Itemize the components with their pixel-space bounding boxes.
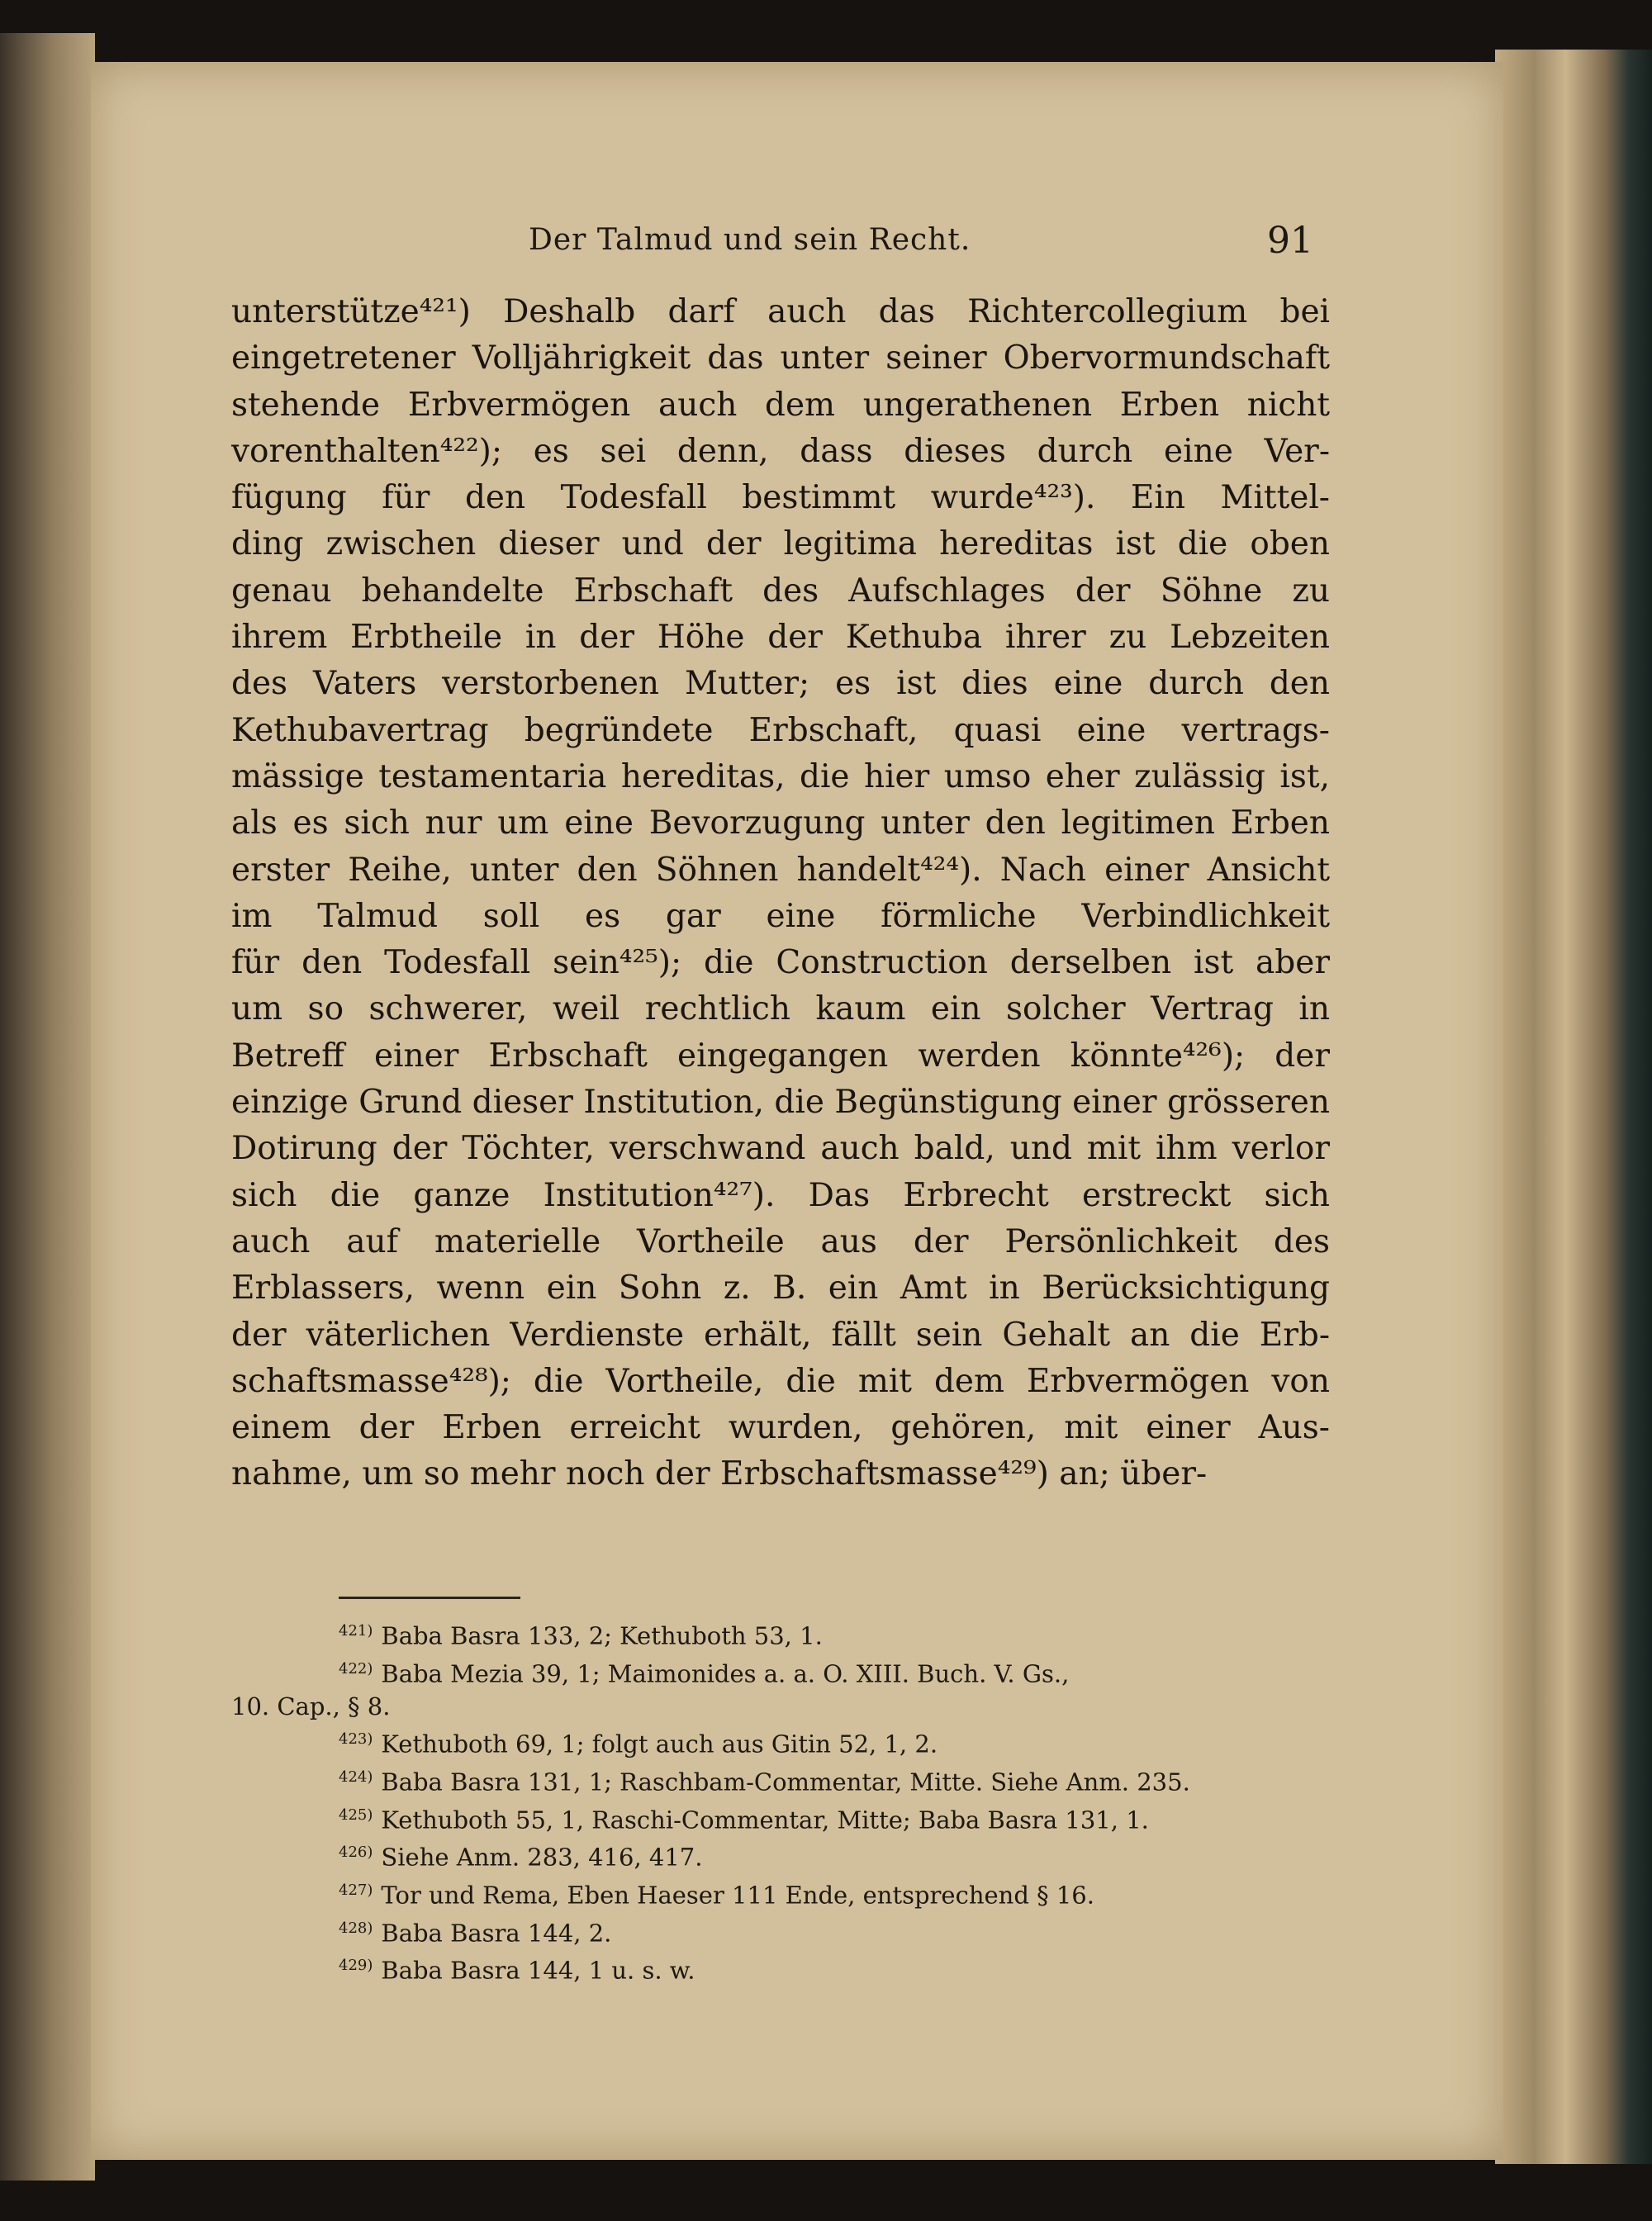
footnote-text: Siehe Anm. 283, 416, 417. — [381, 1843, 703, 1872]
footnote-number: 422) — [339, 1659, 373, 1678]
text-line: Kethubavertrag begründete Erbschaft, quasi eine vertrags- — [231, 711, 1330, 749]
text-line: erster Reihe, unter den Söhnen handelt⁴²⁴). Nach einer Ansicht — [231, 851, 1330, 889]
footnote-number: 421) — [339, 1622, 373, 1640]
text-line: als es sich nur um eine Bevorzugung unter den legitimen Erben — [231, 804, 1330, 842]
text-line: ihrem Erbtheile in der Höhe der Kethuba ihrer zu Lebzeiten — [231, 619, 1330, 657]
footnote — [339, 1799, 1330, 1837]
running-title: Der Talmud und sein Recht. — [529, 223, 971, 257]
text-line: eingetretener Volljährigkeit das unter seiner Obervormundschaft — [231, 339, 1330, 377]
footnote-text: Tor und Rema, Eben Haeser 111 Ende, entsprechend § 16. — [381, 1881, 1094, 1910]
footnote-text: Kethuboth 55, 1, Raschi-Commentar, Mitte; Baba Basra 131, 1. — [381, 1806, 1149, 1834]
footnote-text: Kethuboth 69, 1; folgt auch aus Gitin 52, 1, 2. — [381, 1730, 938, 1758]
footnote-text: Baba Basra 131, 1; Raschbam-Commentar, Mitte. Siehe Anm. 235. — [381, 1768, 1190, 1796]
text-line: sich die ganze Institution⁴²⁷). Das Erbrecht erstreckt sich — [231, 1176, 1330, 1214]
footnote — [339, 1653, 1330, 1691]
text-line: des Vaters verstorbenen Mutter; es ist dies eine durch den — [231, 665, 1330, 703]
text-line: fügung für den Todesfall bestimmt wurde⁴²³). Ein Mittel- — [231, 479, 1330, 517]
text-line: für den Todesfall sein⁴²⁵); die Construction derselben ist aber — [231, 944, 1330, 982]
page-header — [529, 220, 1322, 281]
footnote — [339, 1761, 1330, 1799]
footnote-number: 428) — [339, 1919, 373, 1937]
text-line: vorenthalten⁴²²); es sei denn, dass dieses durch eine Ver- — [231, 432, 1330, 470]
text-line: nahme, um so mehr noch der Erbschaftsmasse⁴²⁹) an; über- — [231, 1455, 1208, 1493]
text-line: Erblassers, wenn ein Sohn z. B. ein Amt in Berücksichtigung — [231, 1269, 1330, 1307]
book-spine-edge — [0, 33, 95, 2181]
footnote-text: Baba Mezia 39, 1; Maimonides a. a. O. XIII. Buch. V. Gs., — [381, 1659, 1070, 1688]
footnote-number: 426) — [339, 1844, 373, 1862]
footnote-text: 10. Cap., § 8. — [231, 1692, 391, 1721]
footnote-number: 423) — [339, 1730, 373, 1749]
footnote — [339, 1912, 1330, 1950]
book-page-edges — [1495, 50, 1652, 2164]
footnote — [339, 1615, 1330, 1653]
footnotes — [231, 1615, 1330, 1987]
footnote — [339, 1723, 1330, 1761]
text-line: um so schwerer, weil rechtlich kaum ein solcher Vertrag in — [231, 990, 1330, 1028]
text-line: einem der Erben erreicht wurden, gehören, mit einer Aus- — [231, 1409, 1330, 1447]
footnote-divider — [339, 1597, 520, 1599]
footnote-text: Baba Basra 133, 2; Kethuboth 53, 1. — [381, 1621, 823, 1650]
text-line: unterstütze⁴²¹) Deshalb darf auch das Richtercollegium bei — [231, 293, 1330, 330]
text-line: ding zwischen dieser und der legitima hereditas ist die oben — [231, 525, 1330, 563]
text-line: einzige Grund dieser Institution, die Begünstigung einer grösseren — [231, 1084, 1330, 1122]
page-number: 91 — [1267, 220, 1313, 262]
text-line: im Talmud soll es gar eine förmliche Verbindlichkeit — [231, 897, 1330, 935]
footnote-number: 425) — [339, 1806, 373, 1824]
body-text — [231, 289, 1330, 1498]
text-line: der väterlichen Verdienste erhält, fällt sein Gehalt an die Erb- — [231, 1316, 1330, 1354]
footnote-text: Baba Basra 144, 2. — [381, 1919, 612, 1948]
text-line: genau behandelte Erbschaft des Aufschlages der Söhne zu — [231, 572, 1330, 610]
footnote — [339, 1874, 1330, 1912]
text-line: mässige testamentaria hereditas, die hier umso eher zulässig ist, — [231, 757, 1330, 795]
text-line: schaftsmasse⁴²⁸); die Vortheile, die mit dem Erbvermögen von — [231, 1362, 1330, 1400]
text-line: Betreff einer Erbschaft eingegangen werden könnte⁴²⁶); der — [231, 1037, 1330, 1075]
footnote — [231, 1690, 1330, 1723]
book-page — [91, 62, 1503, 2160]
footnote-number: 424) — [339, 1768, 373, 1786]
footnote — [339, 1836, 1330, 1874]
text-line: stehende Erbvermögen auch dem ungerathenen Erben nicht — [231, 386, 1330, 424]
footnote-text: Baba Basra 144, 1 u. s. w. — [381, 1956, 695, 1985]
footnote-number: 429) — [339, 1957, 373, 1975]
text-line: auch auf materielle Vortheile aus der Persönlichkeit des — [231, 1222, 1330, 1260]
footnote-number: 427) — [339, 1881, 373, 1899]
footnote — [339, 1949, 1330, 1987]
text-line: Dotirung der Töchter, verschwand auch bald, und mit ihm verlor — [231, 1130, 1330, 1168]
